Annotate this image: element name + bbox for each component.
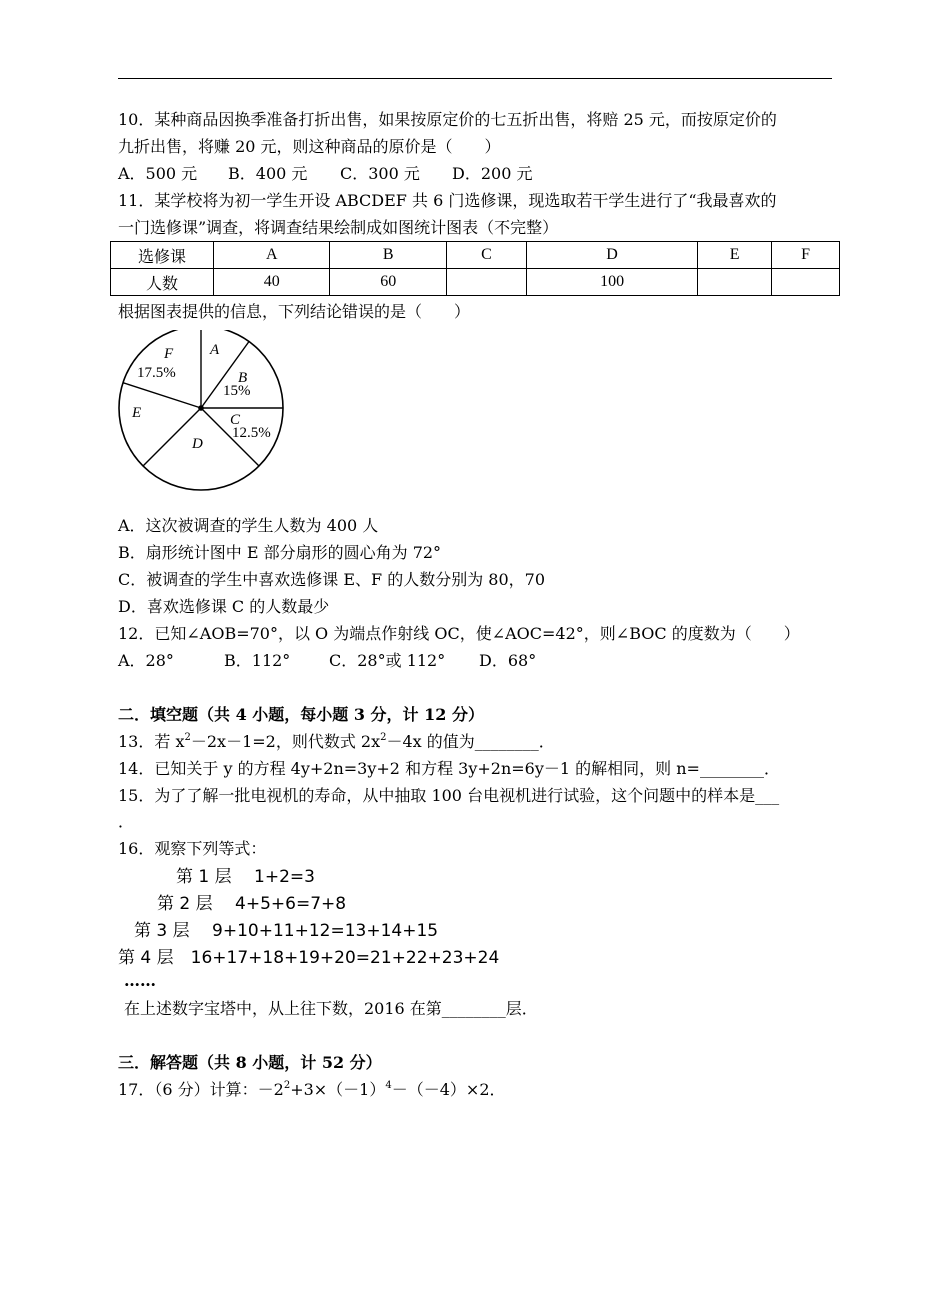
pie-chart xyxy=(112,330,292,500)
table-cell: B xyxy=(330,242,446,269)
q11-option-c: C．被调查的学生中喜欢选修课 E、F 的人数分别为 80，70 xyxy=(118,570,546,589)
q16-question: 在上述数字宝塔中，从上往下数，2016 在第________层． xyxy=(124,999,538,1018)
q16-intro: 16．观察下列等式： xyxy=(118,839,267,858)
q17-part-b: +3×（－1） xyxy=(290,1080,386,1099)
pyramid-level-2: 第 2 层 4+5+6=7+8 xyxy=(157,894,347,914)
q11-option-a: A．这次被调查的学生人数为 400 人 xyxy=(118,516,379,535)
pyramid-level-3: 第 3 层 9+10+11+12=13+14+15 xyxy=(134,921,439,941)
q12-line1: 12．已知∠AOB=70°，以 O 为端点作射线 OC，使∠AOC=42°，则∠BOC 的度数为（ ） xyxy=(118,624,800,643)
table-cell xyxy=(698,269,772,296)
q13-exponent-2: 2 xyxy=(380,731,387,743)
q10-option-a: A．500 元 xyxy=(118,164,198,183)
q12-option-d: D．68° xyxy=(479,651,537,670)
pyramid-level-1: 第 1 层 1+2=3 xyxy=(176,867,315,887)
table-cell: D xyxy=(526,242,697,269)
section-3-heading: 三．解答题（共 8 小题，计 52 分） xyxy=(118,1053,382,1072)
q10-options xyxy=(118,164,532,184)
table-cell: A xyxy=(214,242,330,269)
section-2-heading: 二．填空题（共 4 小题，每小题 3 分，计 12 分） xyxy=(118,705,484,724)
pie-label-a: A xyxy=(210,342,220,358)
q17-exponent-2: 4 xyxy=(385,1079,392,1091)
table-row xyxy=(111,242,840,269)
q11-option-d: D．喜欢选修课 C 的人数最少 xyxy=(118,597,330,616)
table-cell: F xyxy=(772,242,840,269)
q13-part-a: 13．若 x xyxy=(118,732,185,751)
table-cell: 100 xyxy=(526,269,697,296)
q11-line1: 11．某学校将为初一学生开设 ABCDEF 共 6 门选修课，现选取若干学生进行了“我最喜欢的 xyxy=(118,191,777,210)
pie-label-c: C xyxy=(230,412,241,428)
pie-label-b: B xyxy=(238,370,248,386)
header-rule xyxy=(118,78,832,79)
q15-line2: ． xyxy=(118,812,135,831)
pie-percent-c: 12.5% xyxy=(232,425,271,441)
pyramid-ellipsis: …… xyxy=(124,971,156,990)
q13-exponent-1: 2 xyxy=(184,731,191,743)
q12-option-b: B．112° xyxy=(224,651,291,670)
q14: 14．已知关于 y 的方程 4y+2n=3y+2 和方程 3y+2n=6y－1 的解相同，则 n=________． xyxy=(118,759,780,778)
course-table xyxy=(110,241,840,296)
q17-exponent-1: 2 xyxy=(283,1079,291,1091)
q12-option-a: A．28° xyxy=(118,651,174,670)
table-cell: C xyxy=(446,242,526,269)
q10-option-b: B．400 元 xyxy=(228,164,308,183)
table-cell: E xyxy=(698,242,772,269)
q10-line1: 10．某种商品因换季准备打折出售，如果按原定价的七五折出售，将赔 25 元，而按原定价的 xyxy=(118,110,777,129)
table-cell: 60 xyxy=(330,269,446,296)
q10-option-d: D．200 元 xyxy=(452,164,533,183)
table-row xyxy=(111,269,840,296)
pyramid-level-4: 第 4 层 16+17+18+19+20=21+22+23+24 xyxy=(118,948,500,968)
pie-label-e: E xyxy=(132,405,142,421)
q13-part-b: －2x－1=2，则代数式 2x xyxy=(190,732,381,751)
q13-part-c: －4x 的值为________． xyxy=(386,732,555,751)
pie-percent-b: 15% xyxy=(223,383,251,399)
q11-option-b: B．扇形统计图中 E 部分扇形的圆心角为 72° xyxy=(118,543,442,562)
q17-part-c: －（－4）×2． xyxy=(391,1080,506,1099)
q17-part-a: 17．（6 分）计算：－2 xyxy=(118,1080,284,1099)
q12-options xyxy=(118,651,536,671)
table-cell xyxy=(446,269,526,296)
pie-percent-f: 17.5% xyxy=(137,365,176,381)
pie-label-d: D xyxy=(192,436,203,452)
q11-prompt: 根据图表提供的信息，下列结论错误的是（ ） xyxy=(118,302,471,321)
q10-line2: 九折出售，将赚 20 元，则这种商品的原价是（ ） xyxy=(118,137,501,156)
table-cell xyxy=(772,269,840,296)
table-cell: 40 xyxy=(214,269,330,296)
q17 xyxy=(118,1080,506,1100)
table-cell: 人数 xyxy=(111,269,214,296)
q13 xyxy=(118,732,555,752)
q10-option-c: C．300 元 xyxy=(340,164,420,183)
q15-line1: 15．为了了解一批电视机的寿命，从中抽取 100 台电视机进行试验，这个问题中的样本是___ xyxy=(118,786,780,805)
pie-label-f: F xyxy=(164,346,174,362)
table-cell: 选修课 xyxy=(111,242,214,269)
q11-line2: 一门选修课”调查，将调查结果绘制成如图统计图表（不完整） xyxy=(118,218,559,237)
q12-option-c: C．28°或 112° xyxy=(329,651,446,670)
pie-center xyxy=(198,405,204,411)
